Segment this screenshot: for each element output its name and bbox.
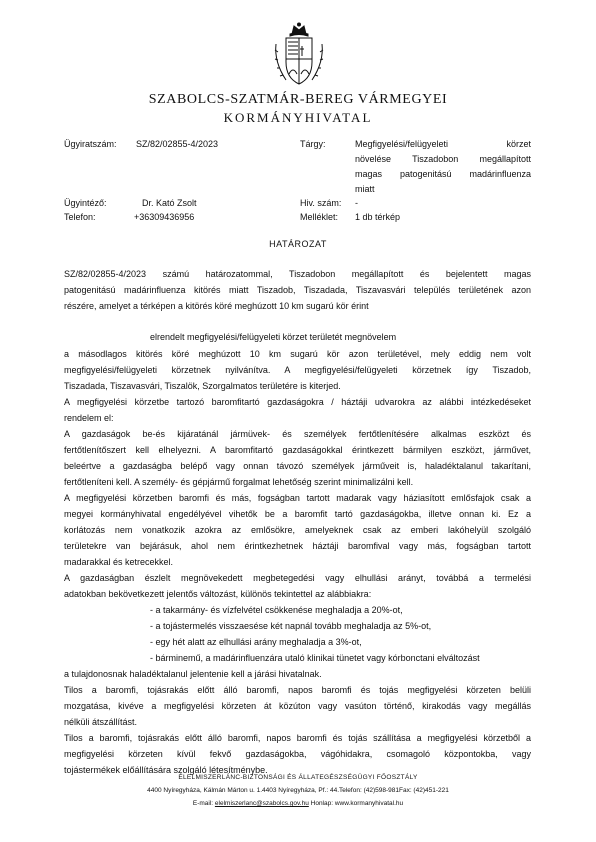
hivszam-label: Hiv. szám: — [300, 198, 342, 208]
telefon-value: +36309436956 — [134, 212, 195, 222]
ugyiratszam-value: SZ/82/02855-4/2023 — [136, 139, 219, 149]
melleklet-label: Melléklet: — [300, 212, 339, 222]
targy-line: növelése Tiszadobon megállapított — [355, 154, 531, 164]
text-line: a másodlagos kitörés köré meghúzott 10 km sugarú kör azon területével, mely eddig nem volt — [64, 349, 531, 359]
org-name-line1: SZABOLCS-SZATMÁR-BEREG VÁRMEGYEI — [148, 92, 448, 107]
footer-contact — [0, 800, 596, 807]
text-line: A megfigyelési körzetbe tartozó baromfitartó gazdaságokra / háztáji udvarokra az alábbi intézkedéseket — [64, 397, 531, 407]
ugyintezo-label: Ügyintéző: — [64, 198, 107, 208]
bullet-list — [150, 602, 480, 666]
text-line: területekre van bejárásuk, ahol nem érintkezhetnek háztáji baromfival vagy más, fogságban tartott — [64, 541, 531, 551]
text-line: megyei kormányhivatal engedélyével vihetők be a baromfit tartó gazdaságokba, illetve onnan ki. Ez a — [64, 509, 531, 519]
telefon-label: Telefon: — [64, 212, 96, 222]
footer-web: Honlap: www.kormanyhivatal.hu — [308, 800, 404, 807]
text-line: adatokban bekövetkezett jelentős változást, különös tekintettel az alábbiakra: — [64, 589, 372, 599]
targy-label: Tárgy: — [300, 139, 326, 149]
text-line: mozgatása, kivéve a megfigyelési körzeten át közúton vagy vasúton történő, kirakodás vagy megállás — [64, 701, 531, 711]
bullet-item: - a tojástermelés visszaesése két napnál tovább meghaladja az 5%-ot, — [150, 621, 432, 631]
text-line: madarakkal és ketrecekkel. — [64, 557, 174, 567]
text-line: megfigyelési/felügyeleti körzetnek nyilvánítva. A megfigyelési/felügyeleti körzetnek így Tiszadob, — [64, 365, 531, 375]
intro-paragraph — [64, 266, 531, 314]
footer-email-label: E-mail: — [192, 800, 215, 807]
coat-of-arms-icon — [272, 22, 326, 88]
text-line: Tilos a baromfi, tojásrakás előtt álló baromfi, napos baromfi és tojás megfigyelési körzeten belüli — [64, 685, 531, 695]
hivszam-value: - — [355, 198, 358, 208]
melleklet-value: 1 db térkép — [355, 212, 401, 222]
bullet-item: - a takarmány- és vízfelvétel csökkenése meghaladja a 20%-ot, — [150, 605, 403, 615]
text-line: megfigyelési körzeten kívül fekvő gazdaságokba, vágóhidakra, csomagoló központokba, vagy — [64, 749, 531, 759]
footer-email-link[interactable]: elelmiszerlanc@szabolcs.gov.hu — [214, 800, 309, 807]
text-line: SZ/82/02855-4/2023 számú határozatommal, Tiszadobon megállapított és bejelentett magas — [64, 269, 531, 279]
ugyiratszam-label: Ügyiratszám: — [64, 139, 117, 149]
text-line: Tiszadada, Tiszavasvári, Tiszalök, Szorgalmatos területére is kiterjed. — [64, 381, 341, 391]
text-line: rendelem el: — [64, 413, 114, 423]
text-line: korlátozás nem vonatkozik azokra az emlősökre, amelyeknek csak az emberi lakóhelyül szolgáló — [64, 525, 531, 535]
targy-value — [355, 137, 531, 197]
bullet-item: - egy hét alatt az elhullási arány meghaladja a 3%-ot, — [150, 637, 362, 647]
text-line: A gazdaságok be-és kijáratánál jármüvek- és személyek fertőtlenítésére alkalmas eszközt és — [64, 429, 531, 439]
text-line: fertőtlenítőszert kell elhelyezni. A baromfitartó gazdaságokkal érintkezett bármilyen eszközt, járművet, — [64, 445, 531, 455]
org-name-line2: KORMÁNYHIVATAL — [223, 110, 373, 125]
ugyintezo-value: Dr. Kató Zsolt — [142, 198, 197, 208]
footer-address: 4400 Nyíregyháza, Kálmán Márton u. 1.4403 Nyíregyháza, Pf.: 44.Telefon: (42)598-981Fax: (42)451-221 — [147, 787, 449, 794]
targy-line: Megfigyelési/felügyeleti körzet — [355, 139, 531, 149]
targy-line: magas patogenitású madárinfluenza — [355, 169, 531, 179]
decision-line: elrendelt megfigyelési/felügyeleti körzet területét megnövelem — [150, 332, 397, 342]
text-line: nélküli átszállítást. — [64, 717, 138, 727]
text-line: beleértve a gazdaságba belépő vagy onnan távozó személyek járműveit is, haladéktalanul takarítani, — [64, 461, 531, 471]
text-line: tojástermékek előállítására szolgáló létesítménybe. — [64, 765, 268, 775]
bullet-item: - bárminemű, a madárinfluenzára utaló klinikai tünetet vagy kórbonctani elváltozást — [150, 653, 480, 663]
text-line: a tulajdonosnak haladéktalanul jelentenie kell a járási hivatalnak. — [64, 669, 322, 679]
targy-line: miatt — [355, 184, 375, 194]
tail-paragraphs — [64, 666, 531, 778]
text-line: Tilos a baromfi, tojásrakás előtt álló baromfi, napos baromfi és tojás szállítása a megfigyelési körzetből a — [64, 733, 531, 743]
text-line: A gazdaságban észlelt megnövekedett megbetegedési vagy elhullási arányt, továbbá a termelési — [64, 573, 531, 583]
document-title: HATÁROZAT — [269, 239, 327, 249]
text-line: A megfigyelési körzetben baromfi és más, fogságban tartott madarak vagy háziasított emlősfajok csak a — [64, 493, 531, 503]
footer-department: ÉLELMISZERLÁNC-BIZTONSÁGI ÉS ÁLLATEGÉSZSÉGÜGYI FŐOSZTÁLY — [178, 774, 418, 781]
text-line: fertőtleníteni kell. A személy- és gépjármű forgalmat lehetőség szerint minimalizálni kell. — [64, 477, 414, 487]
body-paragraphs — [64, 346, 531, 602]
text-line: részére, amelyet a térképen a kitörés köré meghúzott 10 km sugarú kör érint — [64, 301, 369, 311]
text-line: patogenitású madárinfluenza kitörés miatt Tiszadob, Tiszadada, Tiszavasvári település területének azon — [64, 285, 531, 295]
